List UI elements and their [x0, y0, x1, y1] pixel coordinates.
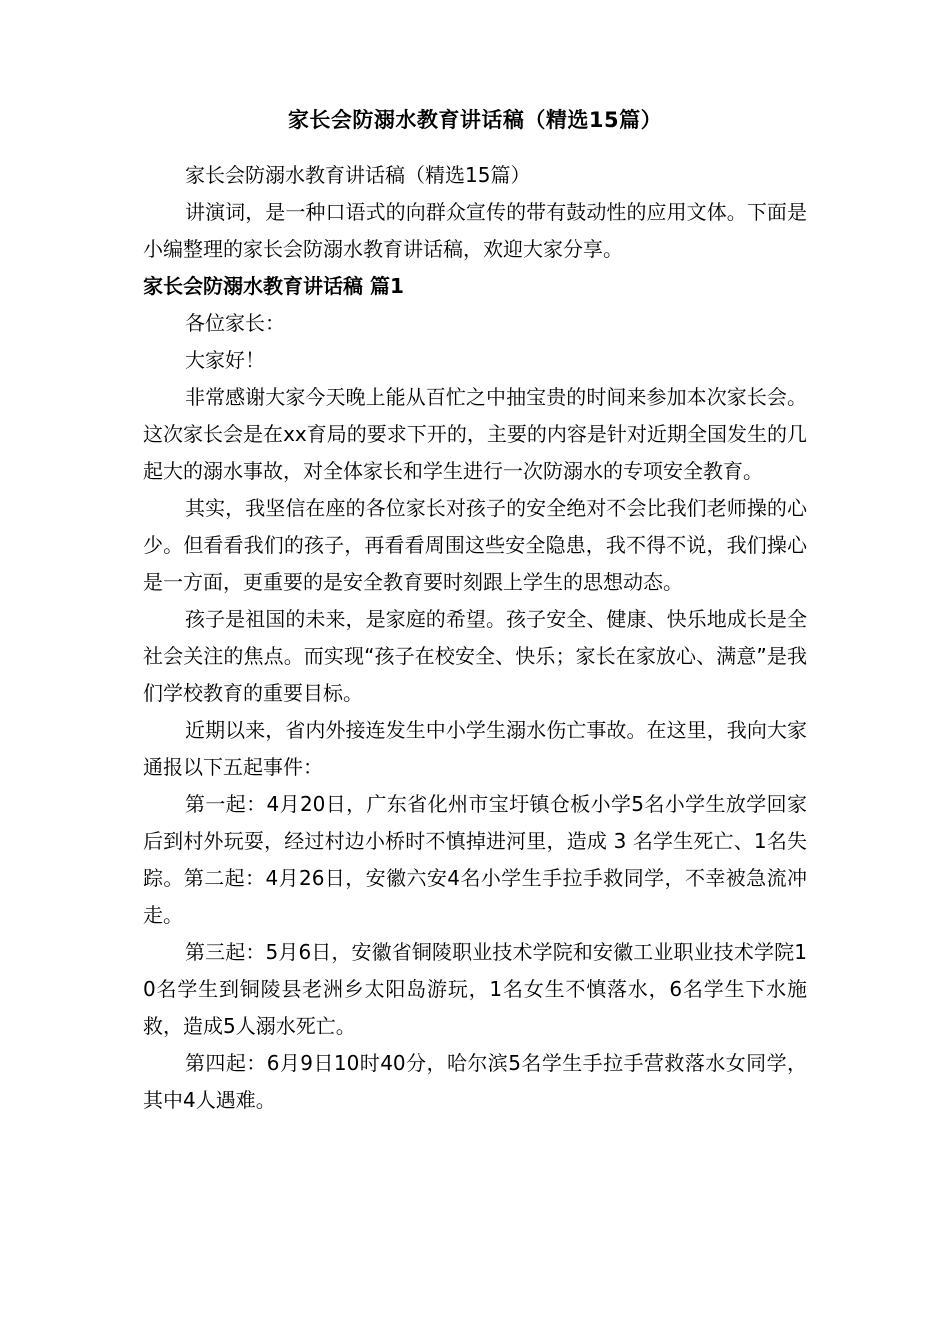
document-title: 家长会防溺水教育讲话稿（精选15篇）	[287, 108, 663, 132]
body-paragraph: 孩子是祖国的未来，是家庭的希望。孩子安全、健康、快乐地成长是全社会关注的焦点。而实现“孩子在校安全、快乐；家长在家放心、满意”是我们学校教育的重要目标。	[143, 607, 807, 705]
greeting-paragraph: 大家好！	[185, 348, 265, 372]
body-paragraph: 近期以来，省内外接连发生中小学生溺水伤亡事故。在这里，我向大家通报以下五起事件：	[143, 718, 807, 779]
body-paragraph: 第三起：5月6日，安徽省铜陵职业技术学院和安徽工业职业技术学院10名学生到铜陵县老洲乡太阳岛游玩，1名女生不慎落水，6名学生下水施救，造成5人溺水死亡。	[143, 940, 807, 1038]
document-page	[143, 105, 807, 1119]
intro-paragraph: 讲演词，是一种口语式的向群众宣传的带有鼓动性的应用文体。下面是小编整理的家长会防溺水教育讲话稿，欢迎大家分享。	[143, 200, 807, 261]
body-paragraph: 其实，我坚信在座的各位家长对孩子的安全绝对不会比我们老师操的心少。但看看我们的孩子，再看看周围这些安全隐患，我不得不说，我们操心是一方面，更重要的是安全教育要时刻跟上学生的思想动态。	[143, 496, 807, 594]
greeting-paragraph: 各位家长：	[185, 311, 285, 335]
document-subtitle: 家长会防溺水教育讲话稿（精选15篇）	[185, 163, 531, 187]
body-paragraph: 第一起：4月20日，广东省化州市宝圩镇仓板小学5名小学生放学回家后到村外玩耍，经过村边小桥时不慎掉进河里，造成 3 名学生死亡、1名失踪。第二起：4月26日，安徽六安4名小学生手拉手救同学，不幸被急流冲走。	[143, 792, 807, 927]
body-paragraph: 非常感谢大家今天晚上能从百忙之中抽宝贵的时间来参加本次家长会。这次家长会是在xx育局的要求下开的，主要的内容是针对近期全国发生的几起大的溺水事故，对全体家长和学生进行一次防溺水的专项安全教育。	[143, 385, 807, 483]
section-heading: 家长会防溺水教育讲话稿 篇1	[143, 274, 404, 298]
body-paragraph: 第四起：6月9日10时40分，哈尔滨5名学生手拉手营救落水女同学，其中4人遇难。	[143, 1051, 807, 1112]
